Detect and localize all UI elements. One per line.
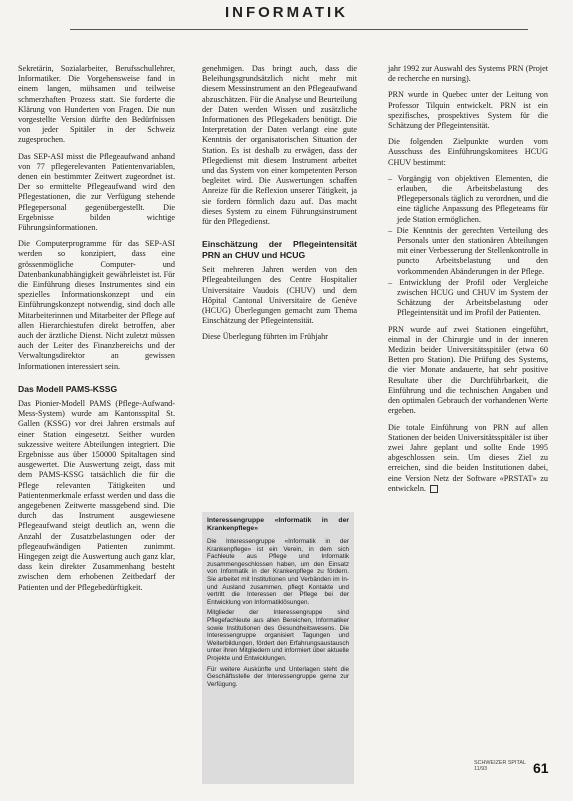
paragraph: genehmigen. Das bringt auch, dass die Beleihungsgrundsätzlich nicht mehr mit diesem Messinstrument an den Pflegeaufwand abzuschätzen. Für die Analyse und Beurteilung der Daten werden Wissen und zusätzliche Informationen des Pflegekaders benötigt. Die Interpretation der Daten verlangt eine gute Kenntnis der organisatorischen Situation der Station. Es ist deshalb zu erwägen, dass der Pflegedienst mit diesem Instrument arbeitet und das System von einer kompetenten Person begleitet wird. Die Auswertungen schaffen Anreize für die Reflexion unserer Tätigkeit, ja sie fordern förmlich dazu auf. Das macht dieses System zu einem Führungsinstrument für den Pflegedienst. [202,64,357,227]
list-item: – Entwicklung der Profil oder Vergleiche zwischen HCUG und CHUV im System der Schätzung der Arbeitsbelastung oder Pflegeintensität und im Profil der Patienten. [388,277,548,318]
info-box [202,512,354,784]
paragraph: PRN wurde in Quebec unter der Leitung von Professor Tilquin entwickelt. PRN ist ein spezifisches, prospektives System für die Schätzung der Pflegeintensität. [388,90,548,131]
page-header [0,0,573,40]
paragraph: PRN wurde auf zwei Stationen eingeführt, einmal in der Chirurgie und in der inneren Medizin beider Universitätsspitäler (etwa 60 Betten pro Station). Die Prüfung des Systems, die vier Monate andauerte, hat sehr positive Resultate über die Durchführbarkeit, die Einführung und die technischen Angaben und den optimalen Gebrauch der vorhandenen Werte ergeben. [388,324,548,416]
info-box-paragraph: Die Interessengruppe «Informatik in der Krankenpflege» ist ein Verein, in dem sich Fachleute aus Pflege und Informatik zusammengeschlossen haben, um den Einsatz von Informatik in der Krankenpflege zu fördern. Sie arbeitet mit Institutionen und Verbänden im In- und Ausland zusammen, pflegt Kontakte und vertritt die Interessen der Pflege bei der Entwicklung von Informatiklösungen. [207,538,349,606]
subheading: Das Modell PAMS-KSSG [18,383,118,394]
list-item: – Vorgängig von objektiven Elementen, die erlauben, die Arbeitsbelastung des Pflegepersonals täglich zu verordnen, und die eine tägliche Anpassung des Pflegeteams für jede Station ermöglichen. [388,173,548,224]
header-rule [70,29,528,30]
paragraph [388,423,548,494]
paragraph: Das SEP-ASI misst die Pflegeaufwand anhand von 77 pflegerelevanten Patientenvariablen, denen ein bestimmter Zeitwert zugeordnet ist. Der so ermittelte Pflegeaufwand wird den Pflegestationen, die zur Verfügung stehende Pflegepersonal gegenübergestellt. Die Ergebnisse bilden wichtige Führungsinformationen. [18,151,175,233]
text-column-1 [18,64,175,599]
publication-source: SCHWEIZER SPITAL 11/93 [474,760,526,773]
end-of-article-icon [430,485,438,493]
paragraph: jahr 1992 zur Auswahl des Systems PRN (Projet de recherche en nursing). [388,64,548,84]
section-title: INFORMATIK [224,4,349,21]
paragraph: Diese Überlegung führten im Frühjahr [202,332,328,342]
subheading: Einschätzung der Pflegeintensität PRN an CHUV und HCUG [202,239,357,261]
paragraph: Seit mehreren Jahren werden von den Pflegeabteilungen des Centre Hospitalier Universitaire Vaudois (CHUV) und dem Hôpital Cantonal Universitaire de Genève (HCUG) Überlegungen gemacht zum Thema Einschätzung der Pflegeintensität. [202,265,357,326]
paragraph-text: Die totale Einführung von PRN auf allen Stationen der beiden Universitätsspitäler ist über zwei Jahre geplant und sollte Ende 1995 abgeschlossen sein. Um dieses Ziel zu erreichen, sind die beiden Institutionen dabei, eine Version Netz der Software «PRSTAT» zu entwickeln. [388,422,548,493]
info-box-paragraph: Für weitere Auskünfte und Unterlagen steht die Geschäftsstelle der Interessengruppe gerne zur Verfügung. [207,665,349,688]
list-item: – Die Kenntnis der gerechten Verteilung des Personals unter den stationären Abteilungen mit einer Verbesserung der Stellenkontrolle in puncto Arbeitsbelastung und den vorkommenden Abänderungen in der Pflege. [388,225,548,276]
paragraph: Das Pionier-Modell PAMS (Pflege-Aufwand-Mess-System) wurde am Kantonsspital St. Gallen (KSSG) vor drei Jahren erstmals auf einer Station eingesetzt. Seither wurden sukzessive weitere Abteilungen integriert. Die Ergebnisse aus über 150000 Spitaltagen sind ausgewertet. Die Auswertung zeigt, dass mit dem PAMS-KSSG tatsächlich die für die Pflege relevanten Tätigkeiten und Patientenmerkmale erfasst werden und dass die angegebenen Zeitwerte massgebend sind. Die durch das Instrument ausgewiesene Pflegeaufwand steigt deutlich an, wenn die Anzahl der Zusatzbelastungen oder der pflegeaufwändigen Patienten zunimmt. Hingegen zeigt die Auswertung auch ganz klar, dass kein direkter Zusammenhang besteht zwischen dem erhobenen Zeitbedarf der Patienten und der Pflegebedürftigkeit. [18,398,175,592]
paragraph: Sekretärin, Sozialarbeiter, Berufsschullehrer, Informatiker. Die Vorgehensweise fand in einem langen, mühsamen und teilweise schmerzhaften Prozess statt. Sie forderte die Klärung von Hunderten von Fragen. Die nun vorgestellte Version dürfte den Bedürfnissen von jeder Spitäler in der Schweiz zugesprochen. [18,64,175,145]
paragraph: Die folgenden Zielpunkte wurden vom Ausschuss des Einführungskomitees HCUG CHUV bestimmt: [388,137,548,167]
text-column-2 [202,64,357,349]
paragraph: Die Computerprogramme für das SEP-ASI werden so konzipiert, dass eine grössenmögliche Computer- und Datenbankunabhängigkeit gewährleistet ist. Für die Einführung dieses Instrumentes sind ein spezielles Informationskonzept und ein Einführungskonzept notwendig, sind doch alle Mitarbeiterinnen und Mitarbeiter der Pflege auf allen Hierarchiestufen direkt betroffen, aber auch der ärztliche Dienst. Nicht zuletzt müssen auch der Leiter des Finanzbereichs und der Verwaltungsdirektor an gewissen Informationen interessiert sein. [18,239,175,371]
goals-list [388,174,548,319]
text-column-3 [388,64,548,500]
info-box-title: Interessengruppe «Informatik in der Krankenpflege» [207,517,349,532]
page-number: 61 [533,760,549,776]
info-box-paragraph: Mitglieder der Interessengruppe sind Pflegefachleute aus allen Bereichen, Informatiker sowie Institutionen des Gesundheitswesens. Die Interessengruppe organisiert Tagungen und Weiterbildungen, fördert den Erfahrungsaustausch unter ihren Mitgliedern und informiert über aktuelle Projekte und Entwicklungen. [207,609,349,662]
